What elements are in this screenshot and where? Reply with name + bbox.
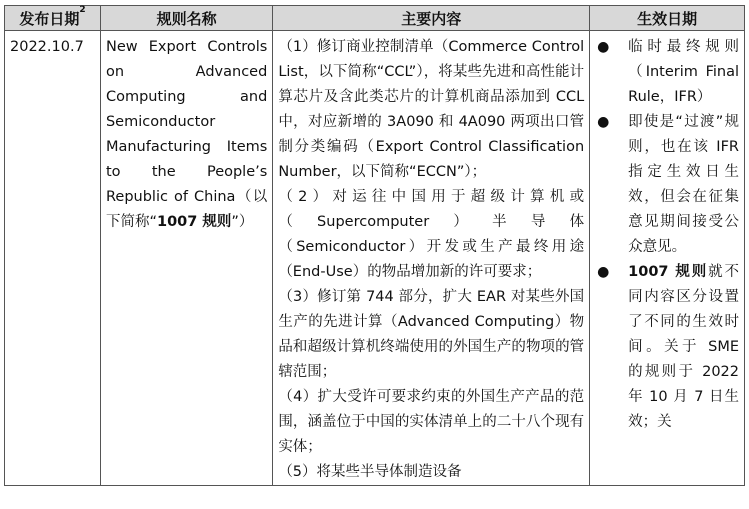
cell-main-content — [273, 31, 590, 486]
header-rule-name: 规则名称 — [100, 6, 272, 31]
header-release-date — [5, 6, 101, 31]
rules-table — [4, 5, 745, 486]
bullet-icon: ● — [597, 264, 610, 280]
effective-item-bold: 1007 规则 — [628, 264, 709, 280]
effective-list — [595, 35, 739, 435]
table-row — [5, 31, 745, 486]
rule-name-text: New Export Controls on Advanced Computing and Semiconductor Manufacturing Items to the People’s Republic of China（以下简称“ — [105, 39, 268, 230]
cell-release-date: 2022.10.7 — [5, 31, 101, 486]
rule-name-end: ”） — [231, 214, 254, 230]
header-effective-date: 生效日期 — [590, 6, 745, 31]
effective-item — [595, 260, 739, 435]
cell-rule-name — [100, 31, 272, 486]
effective-item-text: 就不同内容区分设置了不同的生效时间。关于 SME 的规则于 2022 年 10 月 7 日生效；关 — [628, 264, 739, 430]
effective-item — [595, 35, 739, 110]
footnote-marker: 2 — [79, 4, 86, 15]
content-item-2: （2）对运往中国用于超级计算机或（Supercomputer）半导体（Semiconductor）开发或生产最终用途（End-Use）的物品增加新的许可要求； — [278, 189, 585, 280]
content-item-1: （1）修订商业控制清单（Commerce Control List，以下简称“CCL”），将某些先进和高性能计算芯片及含此类芯片的计算机商品添加到 CCL 中，对应新增的 3A090 和 4A090 两项出口管制分类编码（Export Control Classification Number，以下简称“ECCN”）； — [278, 39, 585, 180]
effective-item — [595, 110, 739, 260]
content-item-3: （3）修订第 744 部分，扩大 EAR 对某些外国生产的先进计算（Advanced Computing）物品和超级计算机终端使用的外国生产的物项的管辖范围； — [278, 289, 585, 380]
header-main-content: 主要内容 — [273, 6, 590, 31]
header-release-date-label: 发布日期 — [19, 9, 80, 28]
rule-short-name: 1007 规则 — [156, 214, 232, 230]
content-item-4: （4）扩大受许可要求约束的外国生产产品的范围，涵盖位于中国的实体清单上的二十八个现有实体； — [278, 389, 585, 455]
bullet-icon: ● — [597, 114, 610, 130]
effective-item-text: 临时最终规则（Interim Final Rule，IFR） — [628, 39, 739, 105]
bullet-icon: ● — [597, 39, 610, 55]
table-header-row — [5, 6, 745, 31]
effective-item-text: 即使是“过渡”规则，也在该 IFR 指定生效日生效，但会在征集意见期间接受公众意见。 — [628, 114, 739, 255]
cell-effective-date — [590, 31, 745, 486]
content-item-5: （5）将某些半导体制造设备 — [278, 464, 462, 480]
